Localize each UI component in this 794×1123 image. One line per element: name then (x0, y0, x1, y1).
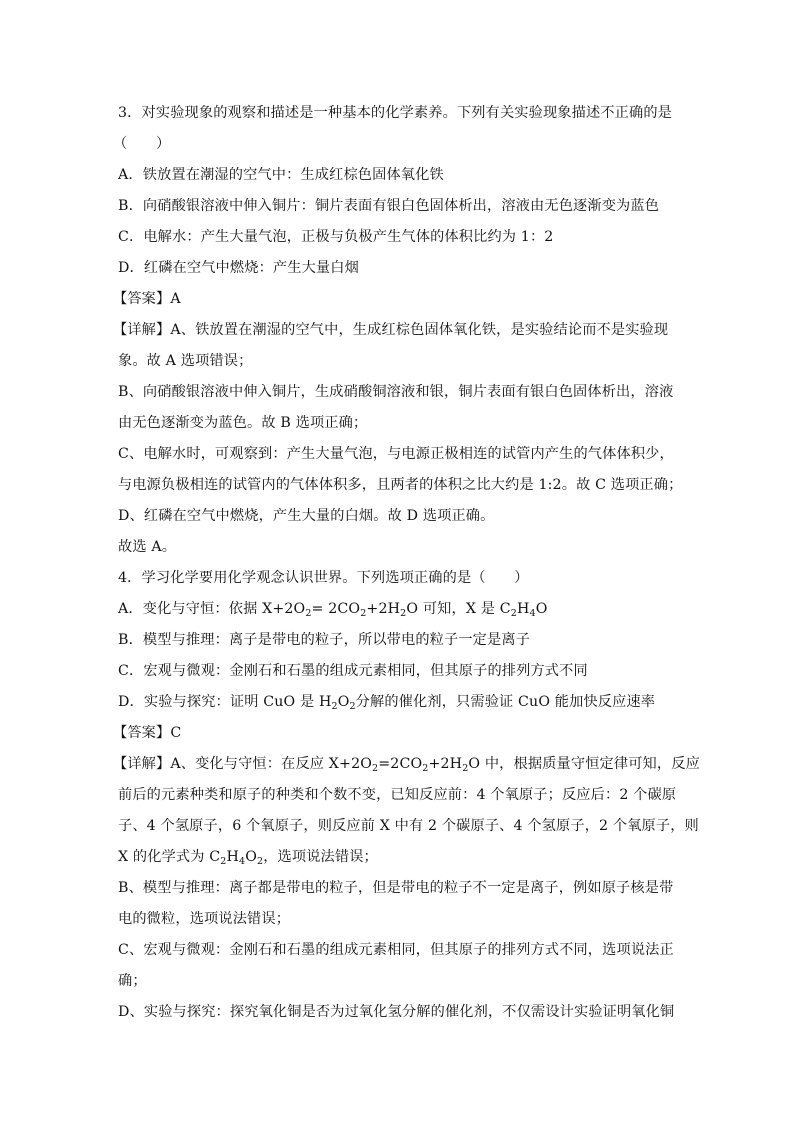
subscript-2: 2 (305, 608, 312, 619)
q3-explain-line5: C、电解水时，可观察到：产生大量气泡，与电源正极相连的试管内产生的气体体积少， (118, 446, 674, 462)
subscript-2: 2 (400, 608, 407, 619)
q4-option-a (118, 599, 678, 619)
q4-explain-line1-prefix: 【详解】A、变化与守恒：在反应 X+2O (113, 756, 373, 772)
q3-option-c: C．电解水：产生大量气泡，正极与负极产生气体的体积比约为 1：2 (118, 229, 554, 245)
subscript-2: 2 (462, 763, 469, 774)
q3-explain-line6: 与电源负极相连的试管内的气体体积多，且两者的体积之比大约是 1:2。故 C 选项正确； (118, 477, 683, 493)
subscript-2: 2 (510, 608, 517, 619)
q4-explain-line1-end: O 中，根据质量守恒定律可知，反应 (468, 756, 700, 772)
q3-explain-line4: 由无色逐渐变为蓝色。故 B 选项正确； (118, 415, 368, 431)
q4-stem: 4．学习化学要用化学观念认识世界。下列选项正确的是（ ） (118, 570, 529, 586)
q4-option-a-mid3: O 可知，X 是 C (406, 601, 511, 617)
subscript-2: 2 (256, 856, 264, 867)
subscript-4: 4 (239, 856, 246, 867)
q3-stem-line2: （ ） (113, 136, 171, 152)
q3-explain-line3: B、向硝酸银溶液中伸入铜片，生成硝酸铜溶液和银，铜片表面有银白色固体析出，溶液 (118, 384, 674, 400)
q4-explain-line4-mid2: O (245, 849, 257, 865)
q4-explain-line1 (113, 754, 700, 774)
subscript-2: 2 (422, 763, 429, 774)
q3-explain-line2: 象。故 A 选项错误； (118, 353, 253, 369)
q4-explain-line2: 前后的元素种类和原子的种类和个数不变，已知反应前：4 个氧原子；反应后：2 个碳原 (118, 787, 677, 803)
q4-option-d-mid: O (337, 694, 350, 710)
q4-option-a-mid4: H (516, 601, 530, 617)
subscript-4: 4 (529, 608, 536, 619)
q4-option-a-prefix: A．变化与守恒：依据 X+2O (118, 601, 306, 617)
q4-explain-line5: B、模型与推理：离子都是带电的粒子，但是带电的粒子不一定是离子，例如原子核是带 (118, 880, 674, 896)
q4-option-a-mid2: +2H (366, 601, 401, 617)
subscript-2: 2 (331, 701, 338, 712)
q4-option-c: C．宏观与微观：金刚石和石墨的组成元素相同，但其原子的排列方式不同 (118, 663, 588, 679)
q3-option-a: A．铁放置在潮湿的空气中：生成红棕色固体氧化铁 (118, 167, 444, 183)
subscript-2: 2 (360, 608, 367, 619)
q4-explain-line8: 确； (118, 973, 147, 989)
q4-explain-line1-mid1: =2CO (378, 756, 423, 772)
q4-option-b: B．模型与推理：离子是带电的粒子，所以带电的粒子一定是离子 (118, 632, 531, 648)
q4-option-d-prefix: D．实验与探究：证明 CuO 是 H (118, 694, 332, 710)
q4-option-a-mid1: = 2CO (311, 601, 361, 617)
q4-explain-line4 (118, 847, 678, 867)
q3-explain-line1: 【详解】A、铁放置在潮湿的空气中，生成红棕色固体氧化铁，是实验结论而不是实验现 (113, 322, 669, 338)
q4-option-d (118, 692, 678, 712)
q3-explain-line7: D、红磷在空气中燃烧，产生大量的白烟。故 D 选项正确。 (118, 508, 495, 524)
q3-answer: 【答案】A (113, 291, 181, 307)
subscript-2: 2 (220, 856, 227, 867)
q4-answer: 【答案】C (113, 725, 182, 741)
q3-option-b: B．向硝酸银溶液中伸入铜片：铜片表面有银白色固体析出，溶液由无色逐渐变为蓝色 (118, 198, 660, 214)
subscript-2: 2 (372, 763, 379, 774)
q4-explain-line4-end: ，选项说法错误； (263, 849, 378, 865)
q3-stem-line1: 3．对实验现象的观察和描述是一种基本的化学素养。下列有关实验现象描述不正确的是 (118, 105, 673, 121)
q4-explain-line1-mid2: +2H (428, 756, 463, 772)
q4-explain-line4-mid1: H (226, 849, 239, 865)
q4-explain-line9: D、实验与探究：探究氧化铜是否为过氧化氢分解的催化剂，不仅需设计实验证明氧化铜 (118, 1004, 675, 1020)
q4-option-d-end: 分解的催化剂，只需验证 CuO 能加快反应速率 (355, 694, 656, 710)
q4-explain-line7: C、宏观与微观：金刚石和石墨的组成元素相同，但其原子的排列方式不同，选项说法正 (118, 942, 674, 958)
q4-option-a-end: O (535, 601, 548, 617)
q3-conclusion: 故选 A。 (118, 539, 177, 555)
q4-explain-line3: 子、4 个氢原子，6 个氧原子，则反应前 X 中有 2 个碳原子、4 个氢原子，2 个氧原子，则 (118, 818, 699, 834)
subscript-2: 2 (349, 701, 356, 712)
q4-explain-line6: 电的微粒，选项说法错误； (118, 911, 291, 927)
q4-explain-line4-prefix: X 的化学式为 C (118, 849, 221, 865)
q3-option-d: D．红磷在空气中燃烧：产生大量白烟 (118, 260, 359, 276)
